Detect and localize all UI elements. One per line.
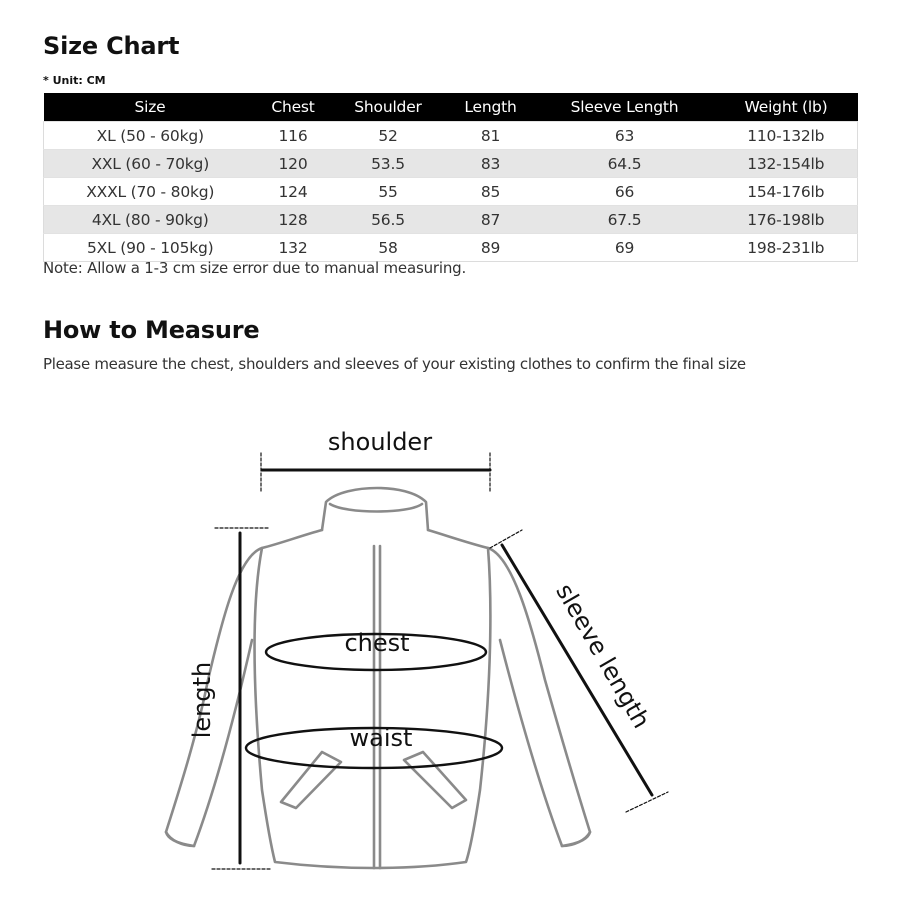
table-cell: 132 [257,234,330,262]
table-cell: 66 [535,178,715,206]
table-cell: 56.5 [330,206,447,234]
table-cell: XXL (60 - 70kg) [44,150,257,178]
size-chart-title: Size Chart [43,32,180,60]
column-header-weight: Weight (lb) [715,93,858,122]
jacket-measure-diagram [0,390,900,900]
column-header-size: Size [44,93,257,122]
table-cell: 85 [447,178,535,206]
table-cell: 176-198lb [715,206,858,234]
unit-label: * Unit: CM [43,74,106,87]
table-row [44,178,858,206]
measurement-note: Note: Allow a 1-3 cm size error due to manual measuring. [43,259,467,277]
table-header-row [44,93,858,122]
table-cell: 198-231lb [715,234,858,262]
table-cell: 89 [447,234,535,262]
table-cell: 116 [257,122,330,150]
table-cell: 128 [257,206,330,234]
length-label: length [188,661,216,739]
table-cell: 81 [447,122,535,150]
table-row [44,150,858,178]
column-header-shoulder: Shoulder [330,93,447,122]
table-cell: XXXL (70 - 80kg) [44,178,257,206]
waist-label: waist [349,724,413,752]
table-cell: 5XL (90 - 105kg) [44,234,257,262]
table-cell: 69 [535,234,715,262]
table-cell: 55 [330,178,447,206]
how-to-measure-title: How to Measure [43,316,260,344]
shoulder-label: shoulder [327,428,433,456]
sleeve-length-label: sleeve length [550,578,656,734]
table-cell: 64.5 [535,150,715,178]
jacket-outline [166,488,590,868]
table-cell: 63 [535,122,715,150]
table-cell: 4XL (80 - 90kg) [44,206,257,234]
column-header-chest: Chest [257,93,330,122]
table-cell: 132-154lb [715,150,858,178]
column-header-length: Length [447,93,535,122]
table-cell: 124 [257,178,330,206]
table-cell: 154-176lb [715,178,858,206]
chest-label: chest [344,629,410,657]
table-cell: 87 [447,206,535,234]
table-cell: XL (50 - 60kg) [44,122,257,150]
table-row [44,122,858,150]
table-row [44,234,858,262]
table-row [44,206,858,234]
table-cell: 67.5 [535,206,715,234]
table-cell: 53.5 [330,150,447,178]
size-table [43,93,858,262]
table-cell: 83 [447,150,535,178]
column-header-sleeve-length: Sleeve Length [535,93,715,122]
table-cell: 52 [330,122,447,150]
table-cell: 120 [257,150,330,178]
how-to-measure-subtitle: Please measure the chest, shoulders and sleeves of your existing clothes to confirm the final size [43,355,746,373]
table-cell: 58 [330,234,447,262]
table-cell: 110-132lb [715,122,858,150]
